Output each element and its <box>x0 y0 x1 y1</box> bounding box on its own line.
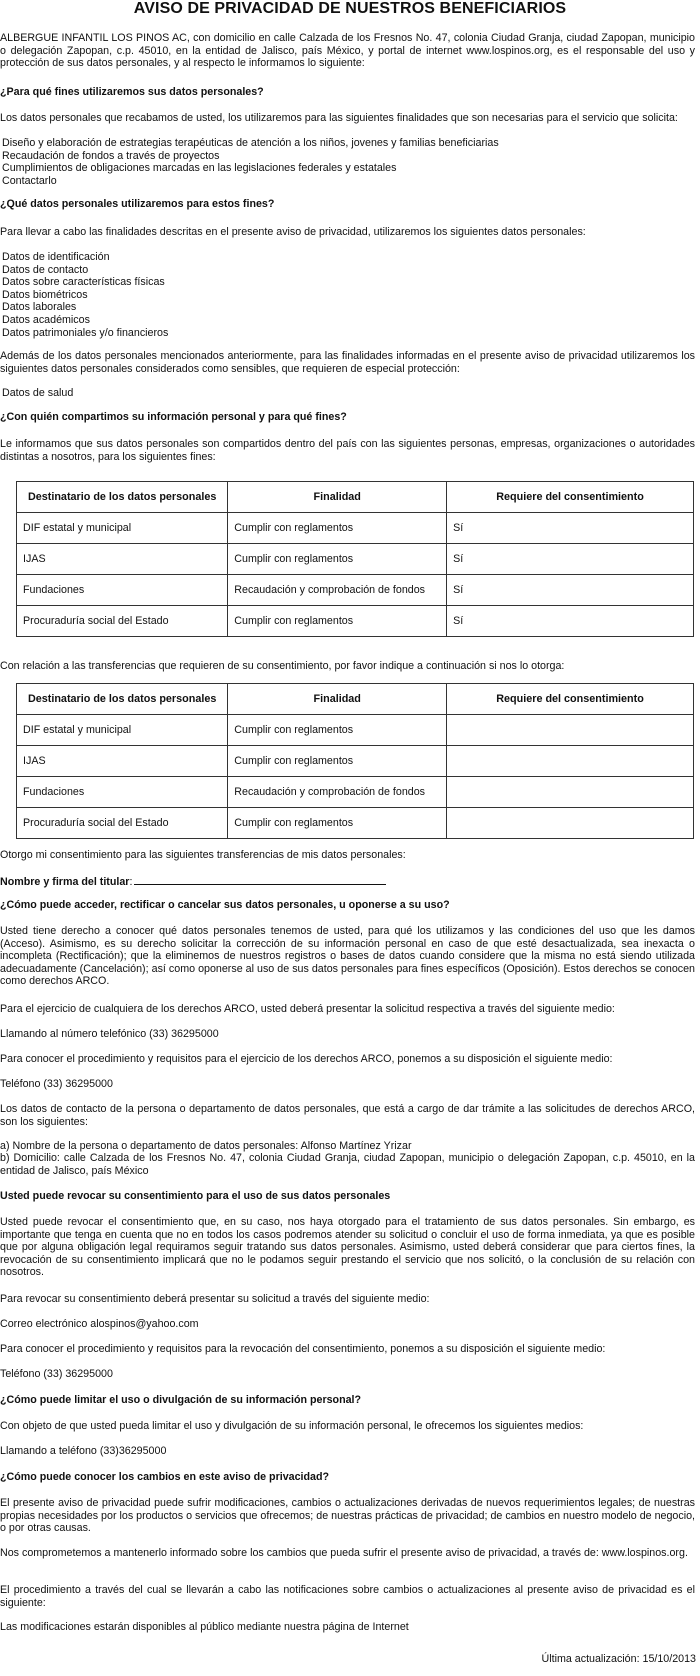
list-item: Datos sobre características físicas <box>2 276 165 289</box>
data-used-text: Para llevar a cabo las finalidades descritas en el presente aviso de privacidad, utilizaremos los siguientes datos personales: <box>0 226 586 238</box>
arco-contact-name: a) Nombre de la persona o departamento de datos personales: Alfonso Martínez Yrizar <box>0 1140 412 1152</box>
revoke-request-text: Para revocar su consentimiento deberá presentar su solicitud a través del siguiente medio: <box>0 1293 430 1305</box>
data-used-list <box>2 251 692 339</box>
arco-phone-text: Llamando al número telefónico (33) 36295000 <box>0 1028 219 1040</box>
cell-purpose: Cumplir con reglamentos <box>228 808 447 839</box>
transfer-consent-table <box>16 683 694 839</box>
purposes-text: Los datos personales que recabamos de usted, los utilizaremos para las siguientes finalidades que son necesarias para el servicio que solicita: <box>0 112 678 124</box>
table-header-row <box>17 684 694 715</box>
list-item: Datos de contacto <box>2 263 89 276</box>
signature-line[interactable] <box>134 874 386 885</box>
table-row <box>17 513 694 544</box>
header-consent: Requiere del consentimiento <box>447 684 694 715</box>
changes-text: El presente aviso de privacidad puede sufrir modificaciones, cambios o actualizaciones derivadas de nuevos requerimientos legales; de nuestras propias necesidades por los productos o servicios que ofrecemos; de nuestras prácticas de privacidad; de cambios en nuestro modelo de negocio, o por otras causas. <box>0 1497 695 1535</box>
heading-limit: ¿Cómo puede limitar el uso o divulgación de su información personal? <box>0 1394 362 1406</box>
header-recipient: Destinatario de los datos personales <box>17 684 228 715</box>
heading-revoke: Usted puede revocar su consentimiento para el uso de sus datos personales <box>0 1190 391 1202</box>
table-row <box>17 575 694 606</box>
heading-data-used: ¿Qué datos personales utilizaremos para estos fines? <box>0 198 275 210</box>
heading-arco: ¿Cómo puede acceder, rectificar o cancelar sus datos personales, u oponerse a su uso? <box>0 899 450 911</box>
list-item: Datos patrimoniales y/o financieros <box>2 326 169 339</box>
changes-commitment-text: Nos comprometemos a mantenerlo informado sobre los cambios que pueda sufrir el presente aviso de privacidad, a través de: www.lospinos.org. <box>0 1547 688 1559</box>
heading-sharing: ¿Con quién compartimos su información personal y para qué fines? <box>0 411 347 423</box>
revoke-procedure-text: Para conocer el procedimiento y requisitos para la revocación del consentimiento, ponemos a su disposición el siguiente medio: <box>0 1343 606 1355</box>
cell-consent: Sí <box>447 575 694 606</box>
signature-label: Nombre y firma del titular <box>0 876 130 888</box>
page-title: AVISO DE PRIVACIDAD DE NUESTROS BENEFICIARIOS <box>133 0 567 17</box>
cell-purpose: Cumplir con reglamentos <box>228 544 447 575</box>
arco-text: Usted tiene derecho a conocer qué datos personales tenemos de usted, para qué los utilizamos y las condiciones del uso que les damos (Acceso). Asimismo, es su derecho solicitar la corrección de su información personal en caso de que esté desactualizada, sea inexacta o incompleta (Rectificación); que la eliminemos de nuestros registros o bases de datos cuando considere que la misma no está siendo utilizada adecuadamente (Cancelación); así como oponerse al uso de sus datos personales para fines específicos (Oposición). Estos derechos se conocen como derechos ARCO. <box>0 925 695 988</box>
cell-consent: Sí <box>447 606 694 637</box>
list-item: Datos laborales <box>2 301 77 314</box>
header-purpose: Finalidad <box>228 684 447 715</box>
heading-purposes: ¿Para qué fines utilizaremos sus datos personales? <box>0 86 264 98</box>
arco-procedure-text: Para conocer el procedimiento y requisitos para el ejercicio de los derechos ARCO, ponemos a su disposición el siguiente medio: <box>0 1053 613 1065</box>
header-purpose: Finalidad <box>228 482 447 513</box>
cell-recipient: Fundaciones <box>17 777 228 808</box>
list-item: Datos biométricos <box>2 288 88 301</box>
intro-paragraph: ALBERGUE INFANTIL LOS PINOS AC, con domicilio en calle Calzada de los Fresnos No. 47, colonia Ciudad Granja, ciudad Zapopan, municipio o delegación Zapopan, c.p. 45010, en la entidad de Jalisco, país México, y portal de internet www.lospinos.org, es el responsable del uso y protección de sus datos personales, y al respecto le informamos lo siguiente: <box>0 32 695 70</box>
header-consent: Requiere del consentimiento <box>447 482 694 513</box>
arco-procedure-phone: Teléfono (33) 36295000 <box>0 1078 113 1090</box>
changes-availability-text: Las modificaciones estarán disponibles al público mediante nuestra página de Internet <box>0 1621 409 1633</box>
cell-recipient: Procuraduría social del Estado <box>17 606 228 637</box>
consent-cell[interactable] <box>447 715 694 746</box>
table-row <box>17 606 694 637</box>
table-row <box>17 715 694 746</box>
cell-purpose: Cumplir con reglamentos <box>228 715 447 746</box>
consent-statement: Otorgo mi consentimiento para las siguientes transferencias de mis datos personales: <box>0 849 406 861</box>
table-row <box>17 544 694 575</box>
table-row <box>17 808 694 839</box>
arco-contact-address: b) Domicilio: calle Calzada de los Fresnos No. 47, colonia Ciudad Granja, ciudad Zapopan, municipio o delegación Zapopan, c.p. 45010, en la entidad de Jalisco, país México <box>0 1152 695 1177</box>
consent-cell[interactable] <box>447 746 694 777</box>
cell-recipient: DIF estatal y municipal <box>17 715 228 746</box>
header-recipient: Destinatario de los datos personales <box>17 482 228 513</box>
cell-recipient: Fundaciones <box>17 575 228 606</box>
sensitive-data-item: Datos de salud <box>2 387 74 399</box>
table-header-row <box>17 482 694 513</box>
consent-cell[interactable] <box>447 777 694 808</box>
sensitive-data-text: Además de los datos personales mencionados anteriormente, para las finalidades informadas en el presente aviso de privacidad utilizaremos los siguientes datos personales considerados como sensibles, que requieren de especial protección: <box>0 350 695 375</box>
signature-colon: : <box>129 876 133 888</box>
cell-purpose: Cumplir con reglamentos <box>228 746 447 777</box>
heading-changes: ¿Cómo puede conocer los cambios en este aviso de privacidad? <box>0 1471 330 1483</box>
list-item: Contactarlo <box>2 174 57 187</box>
table-row <box>17 746 694 777</box>
sharing-text: Le informamos que sus datos personales son compartidos dentro del país con las siguientes personas, empresas, organizaciones o autoridades distintas a nosotros, para los siguientes fines: <box>0 438 695 463</box>
list-item: Recaudación de fondos a través de proyectos <box>2 149 220 162</box>
list-item: Datos académicos <box>2 313 90 326</box>
table-row <box>17 777 694 808</box>
signature-row <box>0 874 695 889</box>
cell-purpose: Cumplir con reglamentos <box>228 513 447 544</box>
cell-consent: Sí <box>447 513 694 544</box>
transfer-consent-text: Con relación a las transferencias que requieren de su consentimiento, por favor indique a continuación si nos lo otorga: <box>0 660 565 672</box>
list-item: Cumplimientos de obligaciones marcadas en las legislaciones federales y estatales <box>2 162 397 175</box>
arco-request-text: Para el ejercicio de cualquiera de los derechos ARCO, usted deberá presentar la solicitud respectiva a través del siguiente medio: <box>0 1003 615 1015</box>
arco-contact-text: Los datos de contacto de la persona o departamento de datos personales, que está a cargo de dar trámite a las solicitudes de derechos ARCO, son los siguientes: <box>0 1103 695 1128</box>
limit-text: Con objeto de que usted pueda limitar el uso y divulgación de su información personal, le ofrecemos los siguientes medios: <box>0 1420 584 1432</box>
sharing-table <box>16 481 694 637</box>
limit-phone-text: Llamando a teléfono (33)36295000 <box>0 1445 167 1457</box>
cell-recipient: Procuraduría social del Estado <box>17 808 228 839</box>
last-updated: Última actualización: 15/10/2013 <box>541 1653 696 1665</box>
cell-recipient: DIF estatal y municipal <box>17 513 228 544</box>
cell-recipient: IJAS <box>17 544 228 575</box>
revoke-email-text: Correo electrónico alospinos@yahoo.com <box>0 1318 199 1330</box>
cell-recipient: IJAS <box>17 746 228 777</box>
cell-purpose: Recaudación y comprobación de fondos <box>228 777 447 808</box>
consent-cell[interactable] <box>447 808 694 839</box>
revoke-text: Usted puede revocar el consentimiento que, en su caso, nos haya otorgado para el tratamiento de sus datos personales. Sin embargo, es importante que tenga en cuenta que no en todos los casos podremos atender su solicitud o concluir el uso de forma inmediata, ya que es posible que por alguna obligación legal requiramos seguir tratando sus datos personales. Asimismo, usted deberá considerar que para ciertos fines, la revocación de su consentimiento implicará que no le podamos seguir prestando el servicio que nos solicitó, o la conclusión de su relación con nosotros. <box>0 1216 695 1279</box>
purposes-list <box>2 137 692 187</box>
revoke-phone-text: Teléfono (33) 36295000 <box>0 1368 113 1380</box>
cell-consent: Sí <box>447 544 694 575</box>
changes-procedure-text: El procedimiento a través del cual se llevarán a cabo las notificaciones sobre cambios o actualizaciones al presente aviso de privacidad es el siguiente: <box>0 1584 695 1609</box>
cell-purpose: Cumplir con reglamentos <box>228 606 447 637</box>
list-item: Datos de identificación <box>2 251 110 263</box>
list-item: Diseño y elaboración de estrategias terapéuticas de atención a los niños, jovenes y familias beneficiarias <box>2 137 499 149</box>
cell-purpose: Recaudación y comprobación de fondos <box>228 575 447 606</box>
